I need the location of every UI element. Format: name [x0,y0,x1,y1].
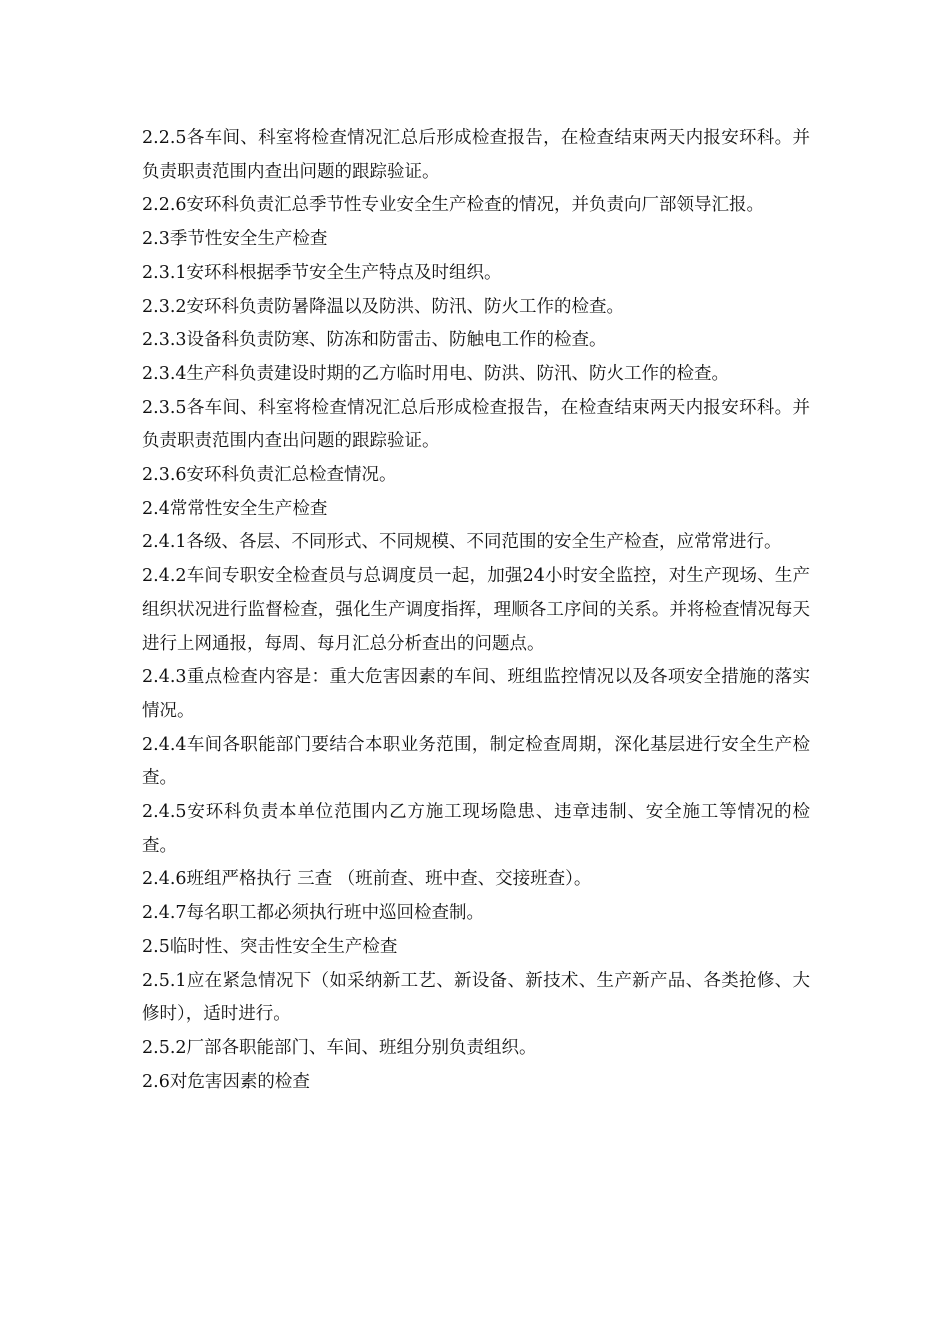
paragraph-2-3-5: 2.3.5各车间、科室将检查情况汇总后形成检查报告，在检查结束两天内报安环科。并负责职责范围内查出问题的跟踪验证。 [142,397,810,452]
paragraph-2-4-1: 2.4.1各级、各层、不同形式、不同规模、不同范围的安全生产检查，应常常进行。 [142,532,782,553]
paragraph-2-4-5: 2.4.5安环科负责本单位范围内乙方施工现场隐患、违章违制、安全施工等情况的检查。 [142,802,810,856]
paragraph-2-5-2: 2.5.2厂部各职能部门、车间、班组分别负责组织。 [142,1037,537,1058]
paragraph-2-3-1: 2.3.1安环科根据季节安全生产特点及时组织。 [142,262,502,283]
paragraph-2-4-6: 2.4.6班组严格执行 三查 （班前查、班中查、交接班查）。 [142,869,592,890]
section-heading-2-4: 2.4常常性安全生产检查 [142,498,328,519]
paragraph-2-2-5: 2.2.5各车间、科室将检查情况汇总后形成检查报告，在检查结束两天内报安环科。并负责职责范围内查出问题的跟踪验证。 [142,128,810,182]
paragraph-2-2-6: 2.2.6安环科负责汇总季节性专业安全生产检查的情况，并负责向厂部领导汇报。 [142,195,765,216]
paragraph-2-4-3: 2.4.3重点检查内容是：重大危害因素的车间、班组监控情况以及各项安全措施的落实情况。 [142,667,810,721]
paragraph-2-4-2: 2.4.2车间专职安全检查员与总调度员一起，加强24小时安全监控，对生产现场、生产组织状况进行监督检查，强化生产调度指挥，理顺各工序间的关系。并将检查情况每天进行上网通报，每周、每月汇总分析查出的问题点。 [142,566,810,654]
paragraph-2-3-6: 2.3.6安环科负责汇总检查情况。 [142,465,397,486]
document-body [142,122,810,1099]
paragraph-2-4-7: 2.4.7每名职工都必须执行班中巡回检查制。 [142,903,485,924]
section-heading-2-3: 2.3季节性安全生产检查 [142,229,328,250]
paragraph-2-3-4: 2.3.4生产科负责建设时期的乙方临时用电、防洪、防汛、防火工作的检查。 [142,363,730,384]
section-heading-2-6: 2.6对危害因素的检查 [142,1071,310,1092]
paragraph-2-5-1: 2.5.1应在紧急情况下（如采纳新工艺、新设备、新技术、生产新产品、各类抢修、大修时），适时进行。 [142,970,810,1025]
section-heading-2-5: 2.5临时性、突击性安全生产检查 [142,936,398,957]
paragraph-2-3-3: 2.3.3设备科负责防寒、防冻和防雷击、防触电工作的检查。 [142,330,607,351]
paragraph-2-3-2: 2.3.2安环科负责防暑降温以及防洪、防汛、防火工作的检查。 [142,296,625,317]
paragraph-2-4-4: 2.4.4车间各职能部门要结合本职业务范围，制定检查周期，深化基层进行安全生产检查。 [142,734,810,789]
